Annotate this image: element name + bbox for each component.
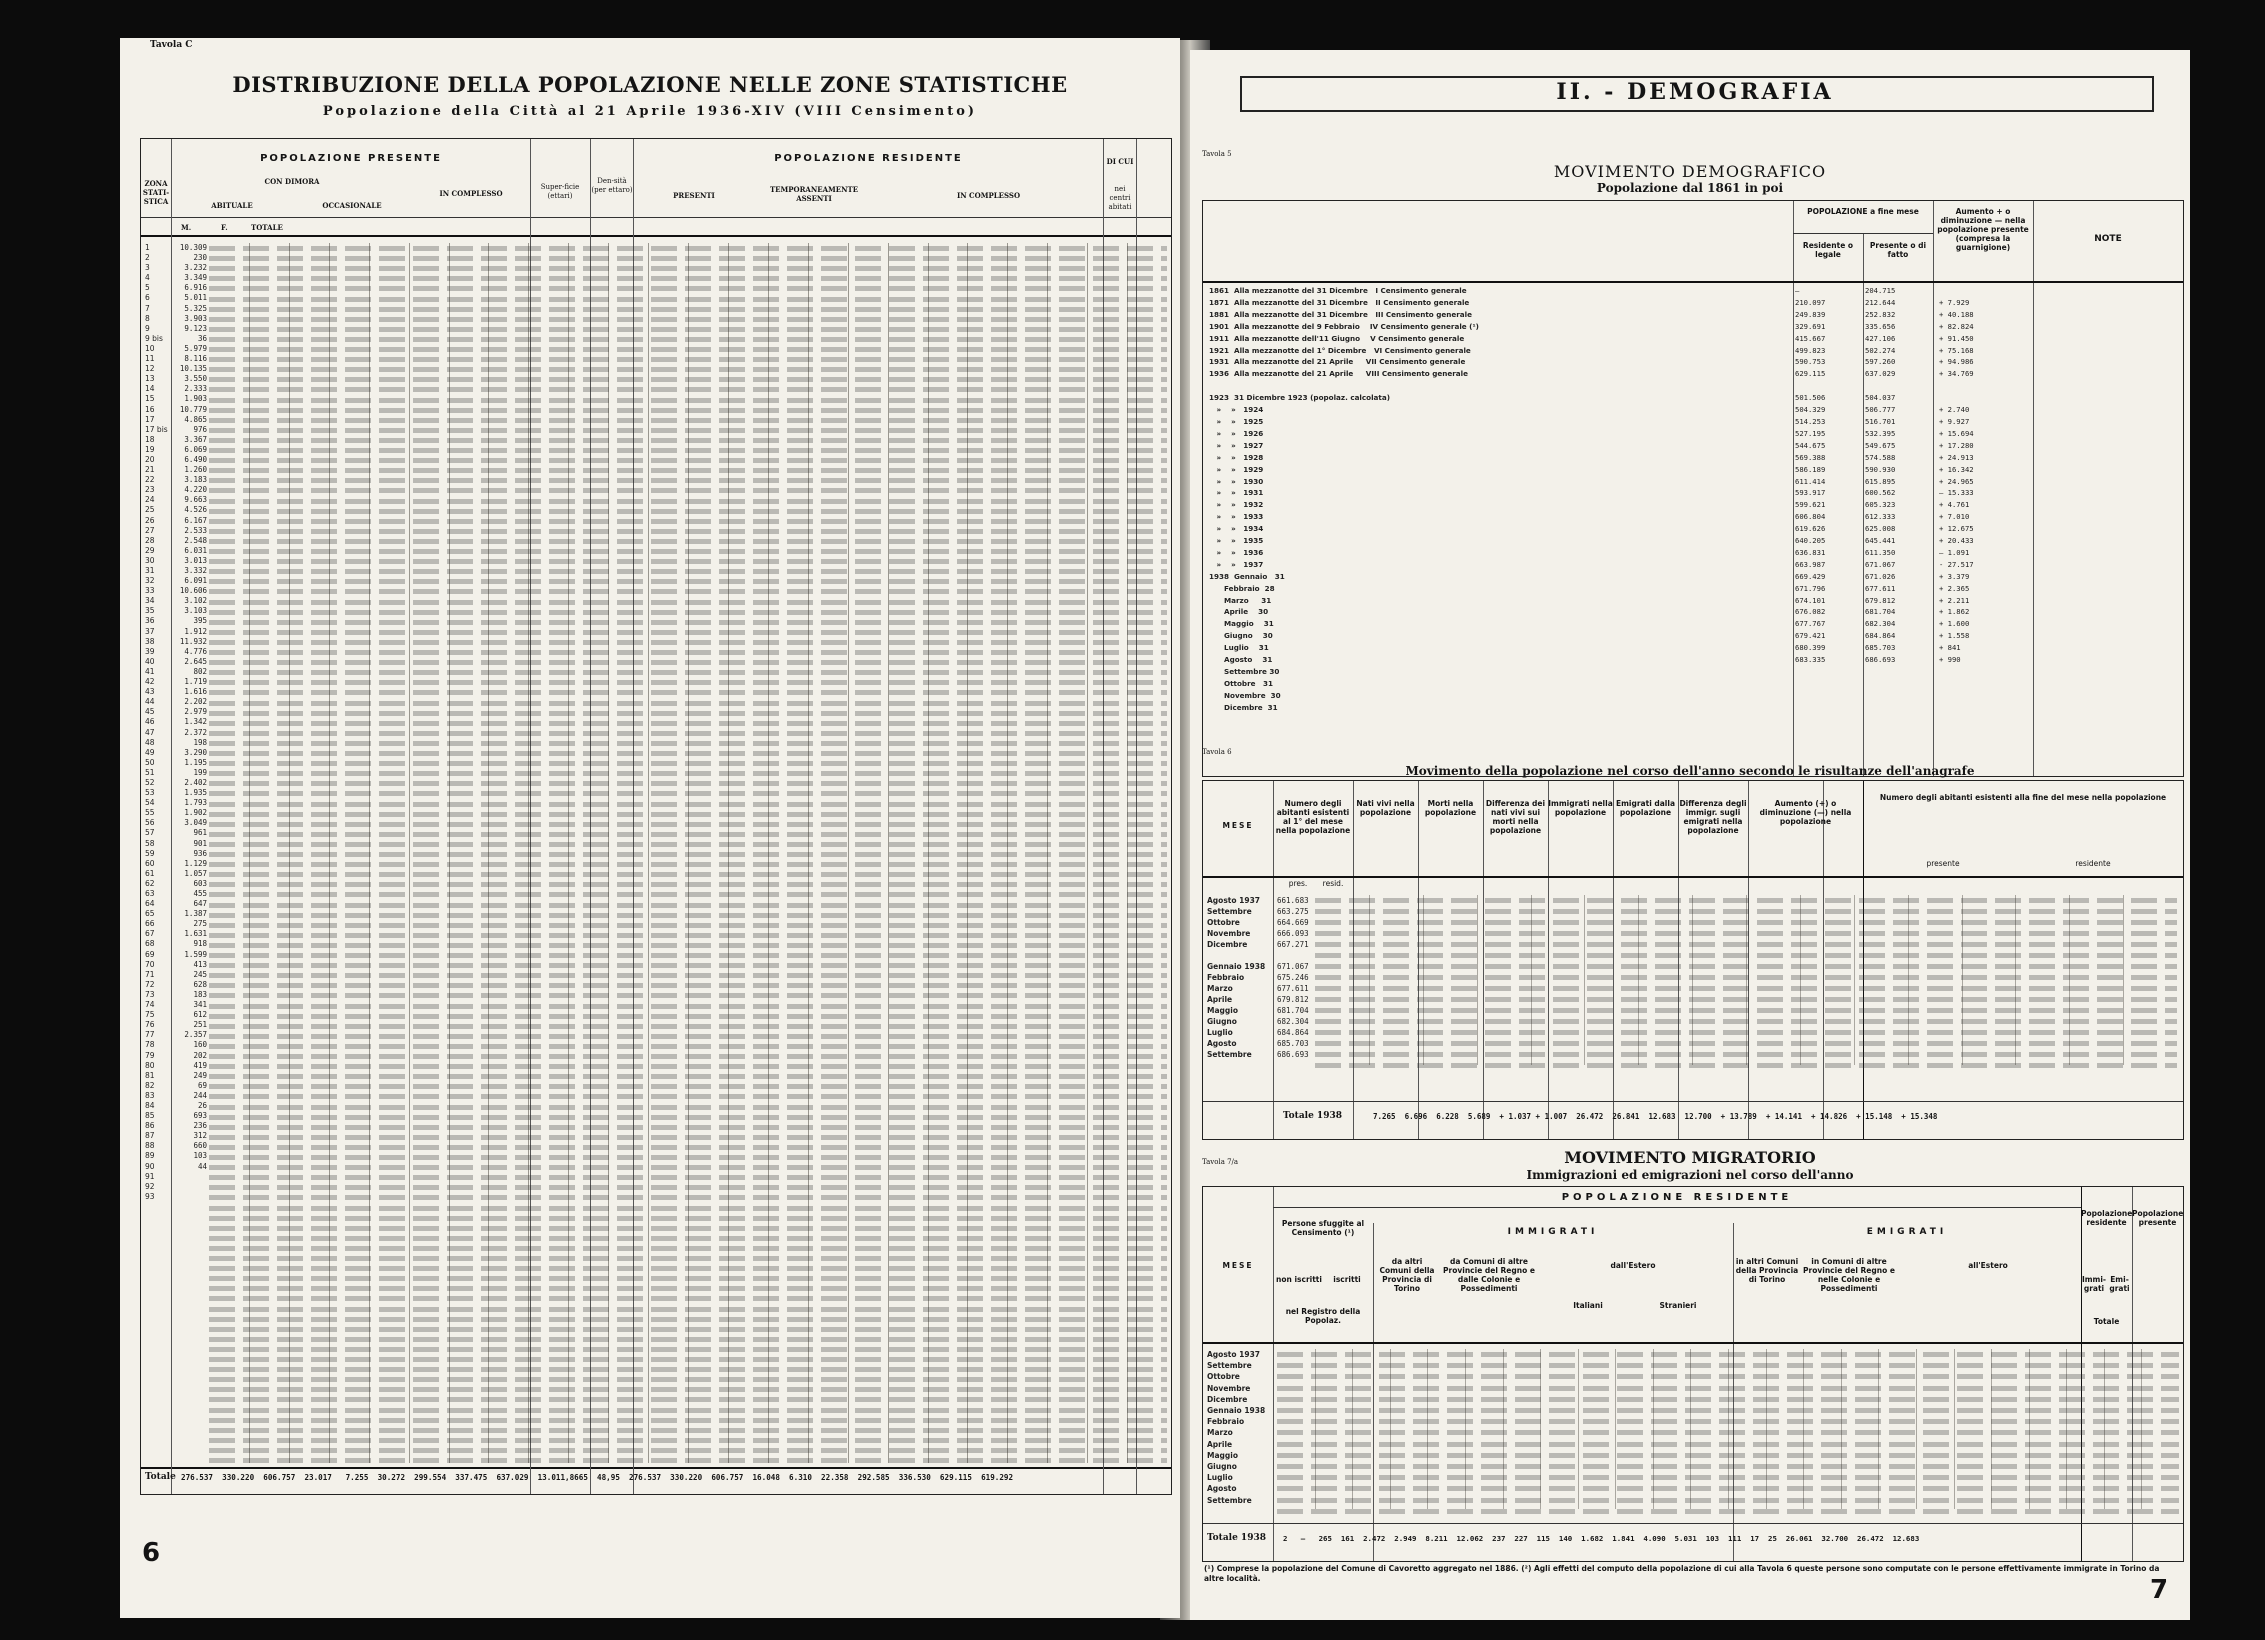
superficie-header: Super-ficie (ettari) xyxy=(540,183,580,200)
t7-comuni-prov: da Comuni di altre Provincie del Regno e dalle Colonie e Possedimenti xyxy=(1443,1257,1535,1293)
print-row-shade xyxy=(209,276,1167,281)
print-row-shade xyxy=(209,1408,1167,1413)
print-row-shade xyxy=(209,1206,1167,1211)
t7-in-altri: in altri Comuni della Provincia di Torino xyxy=(1735,1257,1799,1284)
print-row-shade xyxy=(209,993,1167,998)
column-rule xyxy=(1352,1349,1353,1509)
in-complesso-header: IN COMPLESSO xyxy=(439,189,503,198)
t7-table xyxy=(1202,1186,2184,1562)
print-row-shade xyxy=(209,1286,1167,1291)
t6-first-col: 661.683 663.275 664.669 666.093 667.271 671.067 675.246 677.611 679.812 681.704 682.304 684.864 685.703 686.693 xyxy=(1277,896,1309,1059)
print-row-shade xyxy=(209,337,1167,342)
print-row-shade xyxy=(209,771,1167,776)
print-row-shade xyxy=(209,923,1167,928)
print-row-shade xyxy=(209,822,1167,827)
print-row-shade xyxy=(209,1276,1167,1281)
print-row-shade xyxy=(209,680,1167,685)
print-row-shade xyxy=(209,1044,1167,1049)
t7-emigr: Emi-grati xyxy=(2109,1275,2130,1293)
print-row-shade xyxy=(1315,931,2177,936)
print-row-shade xyxy=(209,690,1167,695)
print-row-shade xyxy=(209,1347,1167,1352)
t7-registro: nel Registro della Popolaz. xyxy=(1285,1307,1361,1325)
occasionale-header: OCCASIONALE xyxy=(322,201,382,210)
print-row-shade xyxy=(209,1317,1167,1322)
print-row-shade xyxy=(209,1165,1167,1170)
print-row-shade xyxy=(1315,1008,2177,1013)
print-row-shade xyxy=(209,1246,1167,1251)
print-row-shade xyxy=(209,1367,1167,1372)
group-resident-header: POPOLAZIONE RESIDENTE xyxy=(774,153,963,164)
print-row-shade xyxy=(209,519,1167,524)
print-row-shade xyxy=(209,882,1167,887)
column-rule xyxy=(1427,1349,1428,1509)
print-row-shade xyxy=(209,701,1167,706)
print-row-shade xyxy=(209,1266,1167,1271)
print-row-shade xyxy=(209,1064,1167,1069)
page-number-right: 7 xyxy=(2150,1575,2169,1605)
table-corner-label: Tavola C xyxy=(150,40,193,50)
print-row-shade xyxy=(1277,1352,2179,1357)
print-row-shade xyxy=(209,307,1167,312)
print-row-shade xyxy=(1315,975,2177,980)
print-row-shade xyxy=(209,1256,1167,1261)
print-row-shade xyxy=(1315,1030,2177,1035)
column-rule xyxy=(1465,1349,1466,1509)
zone-numbers: 1 2 3 4 5 6 7 8 9 9 bis 10 11 12 13 14 15 16 17 17 bis 18 19 20 21 22 23 24 25 26 27 28 29 30 31 32 33 34 35 36 37 38 39 40 41 42 43 44 45 46 47 48 49 50 51 52 53 54 55 56 57 58 59 60 61 62 63 64 65 66 67 68 69 70 71 72 73 74 75 76 77 78 79 80 81 82 83 84 85 86 87 88 89 90 91 92 93 xyxy=(145,243,168,1201)
t6-data-rows xyxy=(1315,895,2177,1065)
print-row-shade xyxy=(1315,920,2177,925)
column-rule xyxy=(1578,1349,1579,1509)
print-row-shade xyxy=(209,933,1167,938)
right-page xyxy=(1190,50,2190,1620)
print-row-shade xyxy=(209,963,1167,968)
in-complesso-res-header: IN COMPLESSO xyxy=(956,191,1021,200)
print-row-shade xyxy=(209,256,1167,261)
print-row-shade xyxy=(209,1074,1167,1079)
print-row-shade xyxy=(209,1428,1167,1433)
print-row-shade xyxy=(209,408,1167,413)
nei-centri-header: nei centri abitati xyxy=(1108,185,1132,211)
print-row-shade xyxy=(209,468,1167,473)
t6-column-header: Numero degli abitanti esistenti al 1° del mese nella popolazione xyxy=(1275,799,1351,835)
print-row-shade xyxy=(209,1296,1167,1301)
t7-total-label: Totale 1938 xyxy=(1207,1533,1266,1543)
t6-column-header: Differenza degli immigr. sugli emigrati nella popolazione xyxy=(1679,799,1747,835)
t7-immigrati-header: IMMIGRATI xyxy=(1507,1227,1599,1237)
print-row-shade xyxy=(209,559,1167,564)
print-row-shade xyxy=(209,862,1167,867)
print-row-shade xyxy=(209,1084,1167,1089)
t7-immigr: Immi-grati xyxy=(2081,1275,2107,1293)
t5-label: Tavola 5 xyxy=(1202,150,1232,158)
print-row-shade xyxy=(209,781,1167,786)
print-row-shade xyxy=(1315,1041,2177,1046)
print-row-shade xyxy=(209,983,1167,988)
zone-table xyxy=(140,138,1172,1495)
print-row-shade xyxy=(1277,1486,2179,1491)
print-row-shade xyxy=(209,478,1167,483)
print-row-shade xyxy=(209,246,1167,251)
t7-months: Agosto 1937 Settembre Ottobre Novembre Dicembre Gennaio 1938 Febbraio Marzo Aprile Maggio Giugno Luglio Agosto Settembre xyxy=(1207,1350,1266,1505)
group-present-header: POPOLAZIONE PRESENTE xyxy=(260,153,442,164)
column-rule xyxy=(1653,1349,1654,1509)
densita-header: Den-sità (per ettaro) xyxy=(591,177,633,194)
footnote: (¹) Comprese la popolazione del Comune di Cavoretto aggregato nel 1886. (²) Agli effetti del computo della popolazione di cui alla Tavola 6 queste persone sono computate con le persone effettivamente immigrate in Torino da altre località. xyxy=(1204,1564,2160,1583)
print-row-shade xyxy=(1277,1408,2179,1413)
column-rule xyxy=(1315,1349,1316,1509)
print-row-shade xyxy=(209,347,1167,352)
print-row-shade xyxy=(209,398,1167,403)
print-row-shade xyxy=(209,357,1167,362)
print-row-shade xyxy=(209,1054,1167,1059)
column-rule xyxy=(1690,1349,1691,1509)
print-row-shade xyxy=(1277,1475,2179,1480)
print-row-shade xyxy=(209,1226,1167,1231)
column-rule xyxy=(1803,1349,1804,1509)
t5-residente-header: Residente o legale xyxy=(1802,241,1854,259)
print-row-shade xyxy=(1315,1019,2177,1024)
t6-total-label: Totale 1938 xyxy=(1283,1111,1342,1121)
print-row-shade xyxy=(209,317,1167,322)
print-row-shade xyxy=(209,1438,1167,1443)
t7-all-estero: all'Estero xyxy=(1968,1261,2008,1270)
t6-label: Tavola 6 xyxy=(1202,748,1232,756)
total-row: 276.537 330.220 606.757 23.017 7.255 30.272 299.554 337.475 637.029 13.011,8665 48,95 276.537 330.220 606.757 16.048 6.310 22.358 292.585 336.530 629.115 619.292 xyxy=(181,1473,1014,1482)
sub-f: F. xyxy=(221,223,228,232)
t6-column-header: Morti nella popolazione xyxy=(1424,799,1477,817)
t7-totale: Totale xyxy=(2093,1317,2120,1326)
t7-iscritti: iscritti xyxy=(1333,1275,1361,1284)
print-row-shade xyxy=(1277,1430,2179,1435)
t6-column-header: Immigrati nella popolazione xyxy=(1548,799,1613,817)
t5-residente-values: — 210.097 249.839 329.691 415.667 499.823 590.753 629.115 501.506 504.329 514.253 527.195 544.675 569.388 586.189 611.414 593.917 599.621 606.804 619.626 640.205 636.831 663.987 669.429 671.796 674.101 676.082 677.767 679.421 680.399 683.335 xyxy=(1795,286,1826,665)
print-row-shade xyxy=(1277,1419,2179,1424)
print-row-shade xyxy=(209,509,1167,514)
print-row-shade xyxy=(209,1327,1167,1332)
print-row-shade xyxy=(209,812,1167,817)
t7-italiani: Italiani xyxy=(1573,1301,1603,1310)
presenti-header: PRESENTI xyxy=(673,191,715,200)
print-row-shade xyxy=(209,913,1167,918)
t5-presente-header: Presente o di fatto xyxy=(1869,241,1927,259)
print-row-shade xyxy=(209,973,1167,978)
print-row-shade xyxy=(209,600,1167,605)
column-rule xyxy=(2104,1349,2105,1509)
t5-aumento-values: + 7.929 + 40.188 + 82.824 + 91.450 + 75.168 + 94.986 + 34.769 + 2.740 + 9.927 + 15.694 + 17.280 + 24.913 + 16.342 + 24.965 — 15.333 + 4.761 + 7.010 + 12.675 + 20.433 — 1.091 - 27.517 + 3.379 + 2.365 + 2.211 + 1.862 + 1.600 + 1.558 + 841 + 990 xyxy=(1939,297,1974,665)
print-row-shade xyxy=(209,1377,1167,1382)
total-label: Totale xyxy=(145,1472,176,1482)
print-row-shade xyxy=(209,1105,1167,1110)
t5-title: MOVIMENTO DEMOGRAFICO xyxy=(1553,162,1827,181)
print-row-shade xyxy=(209,630,1167,635)
t6-mese-header: MESE xyxy=(1222,821,1254,830)
t6-pres-sub: pres. xyxy=(1288,879,1308,888)
print-row-shade xyxy=(209,1135,1167,1140)
left-page xyxy=(120,38,1180,1618)
print-row-shade xyxy=(209,499,1167,504)
t7-altri-comuni: da altri Comuni della Provincia di Torino xyxy=(1379,1257,1435,1293)
t7-pop-residente-header: Popolazione residente xyxy=(2081,1209,2133,1227)
page-number-left: 6 xyxy=(142,1538,161,1568)
t7-in-comuni: in Comuni di altre Provincie del Regno e nelle Colonie e Possedimenti xyxy=(1803,1257,1895,1293)
print-row-shade xyxy=(209,721,1167,726)
t5-row-labels: 1861 Alla mezzanotte del 31 Dicembre I Censimento generale 1871 Alla mezzanotte del 31 Dicembre II Censimento generale 1881 Alla mezzanotte del 31 Dicembre III Censimento generale 1901 Alla mezzanotte del 9 Febbraio IV Censimento generale (¹) 1911 Alla mezzanotte dell'11 Giugno V Censimento generale 1921 Alla mezzanotte del 1° Dicembre VI Censimento generale 1931 Alla mezzanotte del 21 Aprile VII Censimento generale 1936 Alla mezzanotte del 21 Aprile VIII Censimento generale 1923 31 Dicembre 1923 (popolaz. calcolata) » » 1924 » » 1925 » » 1926 » » 1927 » » 1928 » » 1929 » » 1930 » » 1931 » » 1932 » » 1933 » » 1934 » » 1935 » » 1936 » » 1937 1938 Gennaio 31 Febbraio 28 Marzo 31 Aprile 30 Maggio 31 Giugno 30 Luglio 31 Agosto 31 Settembre 30 Ottobre 31 Novembre 30 Dicembre 31 xyxy=(1209,286,1479,712)
print-row-shade xyxy=(209,579,1167,584)
print-row-shade xyxy=(209,1115,1167,1120)
print-row-shade xyxy=(1315,997,2177,1002)
column-rule xyxy=(1916,1349,1917,1509)
left-subtitle: Popolazione della Città al 21 Aprile 1936-XIV (VIII Censimento) xyxy=(322,104,978,119)
print-row-shade xyxy=(1277,1453,2179,1458)
t6-presente-sub: presente xyxy=(1926,859,1960,868)
print-row-shade xyxy=(1277,1498,2179,1503)
di-cui-header: DI CUI xyxy=(1106,157,1134,166)
column-rule xyxy=(1991,1349,1992,1509)
print-row-shade xyxy=(209,438,1167,443)
t6-table xyxy=(1202,780,2184,1140)
print-row-shade xyxy=(209,1014,1167,1019)
t6-column-header: Emigrati dalla popolazione xyxy=(1615,799,1676,817)
print-row-shade xyxy=(1277,1386,2179,1391)
print-row-shade xyxy=(1315,986,2177,991)
print-row-shade xyxy=(209,1418,1167,1423)
print-row-shade xyxy=(209,1387,1167,1392)
print-row-shade xyxy=(1315,1063,2177,1068)
t6-column-header: Nati vivi nella popolazione xyxy=(1356,799,1415,817)
print-row-shade xyxy=(209,1004,1167,1009)
print-row-shade xyxy=(209,620,1167,625)
print-row-shade xyxy=(209,1337,1167,1342)
print-row-shade xyxy=(209,1448,1167,1453)
print-row-shade xyxy=(209,418,1167,423)
print-row-shade xyxy=(1277,1509,2179,1514)
print-row-shade xyxy=(209,529,1167,534)
print-row-shade xyxy=(209,327,1167,332)
t7-pop-presente-header: Popolazione presente xyxy=(2132,1209,2184,1227)
section-title: II. - DEMOGRAFIA xyxy=(1556,79,1834,105)
t6-residente-sub: residente xyxy=(2075,859,2111,868)
sub-totale: TOTALE xyxy=(251,223,283,232)
t5-pop-header: POPOLAZIONE a fine mese xyxy=(1807,207,1919,216)
print-row-shade xyxy=(209,903,1167,908)
t7-stranieri: Stranieri xyxy=(1659,1301,1697,1310)
t5-subtitle: Popolazione dal 1861 in poi xyxy=(1596,181,1784,195)
zone-data-rows xyxy=(209,243,1167,1463)
print-row-shade xyxy=(209,1094,1167,1099)
column-rule xyxy=(1540,1349,1541,1509)
left-title: DISTRIBUZIONE DELLA POPOLAZIONE NELLE ZONE STATISTICHE xyxy=(232,72,1068,97)
t7-estero: dall'Estero xyxy=(1610,1261,1656,1270)
zone-values-m: 10.309 230 3.232 3.349 6.916 5.011 5.325 3.903 9.123 36 5.979 8.116 10.135 3.550 2.333 1.903 10.779 4.865 976 3.367 6.069 6.490 1.260 3.183 4.220 9.663 4.526 6.167 2.533 2.548 6.031 3.013 3.332 6.091 10.606 3.102 3.103 395 1.912 11.932 4.776 2.645 802 1.719 1.616 2.202 2.979 1.342 2.372 198 3.290 1.195 199 2.402 1.935 1.793 1.902 3.049 961 901 936 1.129 1.057 603 455 647 1.387 275 1.631 918 1.599 413 245 628 183 341 612 251 2.357 160 202 419 249 69 244 26 693 236 312 660 103 44 xyxy=(179,243,207,1171)
t5-aumento-header: Aumento + o diminuzione — nella popolazione presente (compresa la guarnigione) xyxy=(1937,207,2029,252)
t6-months: Agosto 1937 Settembre Ottobre Novembre Dicembre Gennaio 1938 Febbraio Marzo Aprile Maggio Giugno Luglio Agosto Settembre xyxy=(1207,896,1266,1059)
print-row-shade xyxy=(209,448,1167,453)
print-row-shade xyxy=(209,892,1167,897)
print-row-shade xyxy=(209,1357,1167,1362)
print-row-shade xyxy=(209,791,1167,796)
print-row-shade xyxy=(1277,1464,2179,1469)
print-row-shade xyxy=(209,953,1167,958)
t5-table xyxy=(1202,200,2184,777)
print-row-shade xyxy=(209,1145,1167,1150)
print-row-shade xyxy=(1277,1397,2179,1402)
print-row-shade xyxy=(209,286,1167,291)
print-row-shade xyxy=(1315,1052,2177,1057)
print-row-shade xyxy=(209,751,1167,756)
t7-group-header: POPOLAZIONE RESIDENTE xyxy=(1561,1192,1793,1203)
print-row-shade xyxy=(209,387,1167,392)
t5-note-header: NOTE xyxy=(2094,234,2122,244)
column-rule xyxy=(1728,1349,1729,1509)
print-row-shade xyxy=(209,297,1167,302)
t6-column-header: Differenza dei nati vivi sui morti nella popolazione xyxy=(1485,799,1546,835)
print-row-shade xyxy=(209,1397,1167,1402)
print-row-shade xyxy=(1315,909,2177,914)
column-rule xyxy=(1503,1349,1504,1509)
print-row-shade xyxy=(1277,1363,2179,1368)
print-row-shade xyxy=(1315,964,2177,969)
column-rule xyxy=(2066,1349,2067,1509)
print-row-shade xyxy=(209,842,1167,847)
column-rule xyxy=(1766,1349,1767,1509)
print-row-shade xyxy=(209,549,1167,554)
t7-title: MOVIMENTO MIGRATORIO xyxy=(1564,1148,1816,1167)
print-row-shade xyxy=(209,266,1167,271)
t6-total-row: 7.265 6.696 6.228 5.689 + 1.037 + 1.007 26.472 26.841 12.683 12.700 + 13.789 + 14.141 + 14.826 + 15.148 + 15.348 xyxy=(1373,1112,1938,1121)
column-rule xyxy=(2029,1349,2030,1509)
con-dimora-header: CON DIMORA xyxy=(264,177,320,186)
print-row-shade xyxy=(209,650,1167,655)
t7-total-row: 2 — 265 161 2.472 2.949 8.211 12.062 237 227 115 140 1.682 1.841 4.090 5.031 103 111 17 25 26.061 32.700 26.472 12.683 xyxy=(1283,1534,1920,1543)
print-row-shade xyxy=(209,1125,1167,1130)
print-row-shade xyxy=(209,428,1167,433)
temp-assenti-header: TEMPORANEAMENTE ASSENTI xyxy=(769,185,859,203)
print-row-shade xyxy=(209,1307,1167,1312)
print-row-shade xyxy=(209,1155,1167,1160)
t7-label: Tavola 7/a xyxy=(1202,1158,1239,1166)
print-row-shade xyxy=(209,1034,1167,1039)
print-row-shade xyxy=(209,1175,1167,1180)
column-rule xyxy=(1954,1349,1955,1509)
print-row-shade xyxy=(209,1195,1167,1200)
t7-mese-header: MESE xyxy=(1222,1261,1254,1270)
t6-column-header: Numero degli abitanti esistenti alla fine del mese nella popolazione xyxy=(1879,793,2167,802)
t7-non-iscritti: non iscritti xyxy=(1276,1275,1322,1284)
print-row-shade xyxy=(209,761,1167,766)
column-rule xyxy=(1878,1349,1879,1509)
print-row-shade xyxy=(209,943,1167,948)
print-row-shade xyxy=(209,1458,1167,1463)
print-row-shade xyxy=(209,660,1167,665)
print-row-shade xyxy=(209,802,1167,807)
t7-data-rows xyxy=(1277,1349,2179,1509)
print-row-shade xyxy=(209,377,1167,382)
abituale-header: ABITUALE xyxy=(211,201,253,210)
print-row-shade xyxy=(1315,898,2177,903)
zona-header: ZONA STATI-STICA xyxy=(142,179,170,206)
print-row-shade xyxy=(209,1216,1167,1221)
print-row-shade xyxy=(209,640,1167,645)
print-row-shade xyxy=(209,741,1167,746)
print-row-shade xyxy=(209,1024,1167,1029)
t6-resid-sub: resid. xyxy=(1322,879,1344,888)
print-row-shade xyxy=(209,488,1167,493)
print-row-shade xyxy=(209,670,1167,675)
print-row-shade xyxy=(1277,1442,2179,1447)
print-row-shade xyxy=(209,569,1167,574)
print-row-shade xyxy=(209,711,1167,716)
t6-title: Movimento della popolazione nel corso dell'anno secondo le risultanze dell'anagrafe xyxy=(1405,764,1975,778)
column-rule xyxy=(1841,1349,1842,1509)
print-row-shade xyxy=(209,539,1167,544)
print-row-shade xyxy=(209,832,1167,837)
print-row-shade xyxy=(1277,1374,2179,1379)
print-row-shade xyxy=(209,367,1167,372)
print-row-shade xyxy=(209,458,1167,463)
print-row-shade xyxy=(209,589,1167,594)
t7-emigrati-header: EMIGRATI xyxy=(1866,1227,1948,1237)
t7-sfuggite-header: Persone sfuggite al Censimento (¹) xyxy=(1281,1219,1365,1237)
column-rule xyxy=(1615,1349,1616,1509)
print-row-shade xyxy=(209,1236,1167,1241)
t6-column-header: Aumento (+) o diminuzione (—) nella popolazione xyxy=(1759,799,1852,826)
column-rule xyxy=(2141,1349,2142,1509)
print-row-shade xyxy=(209,1185,1167,1190)
print-row-shade xyxy=(209,852,1167,857)
column-rule xyxy=(1390,1349,1391,1509)
print-row-shade xyxy=(209,731,1167,736)
print-row-shade xyxy=(209,610,1167,615)
print-row-shade xyxy=(1315,942,2177,947)
t6-column-headers xyxy=(1203,789,2183,869)
t5-presente-values: 204.715 212.644 252.832 335.656 427.106 502.274 597.260 637.029 504.037 506.777 516.701 532.395 549.675 574.588 590.930 615.895 600.562 605.323 612.333 625.008 645.441 611.350 671.067 671.026 677.611 679.812 681.704 682.304 684.864 685.703 686.693 xyxy=(1865,286,1896,665)
t7-subtitle: Immigrazioni ed emigrazioni nel corso dell'anno xyxy=(1526,1168,1854,1182)
print-row-shade xyxy=(209,872,1167,877)
sub-m: M. xyxy=(181,223,192,232)
print-row-shade xyxy=(1315,953,2177,958)
